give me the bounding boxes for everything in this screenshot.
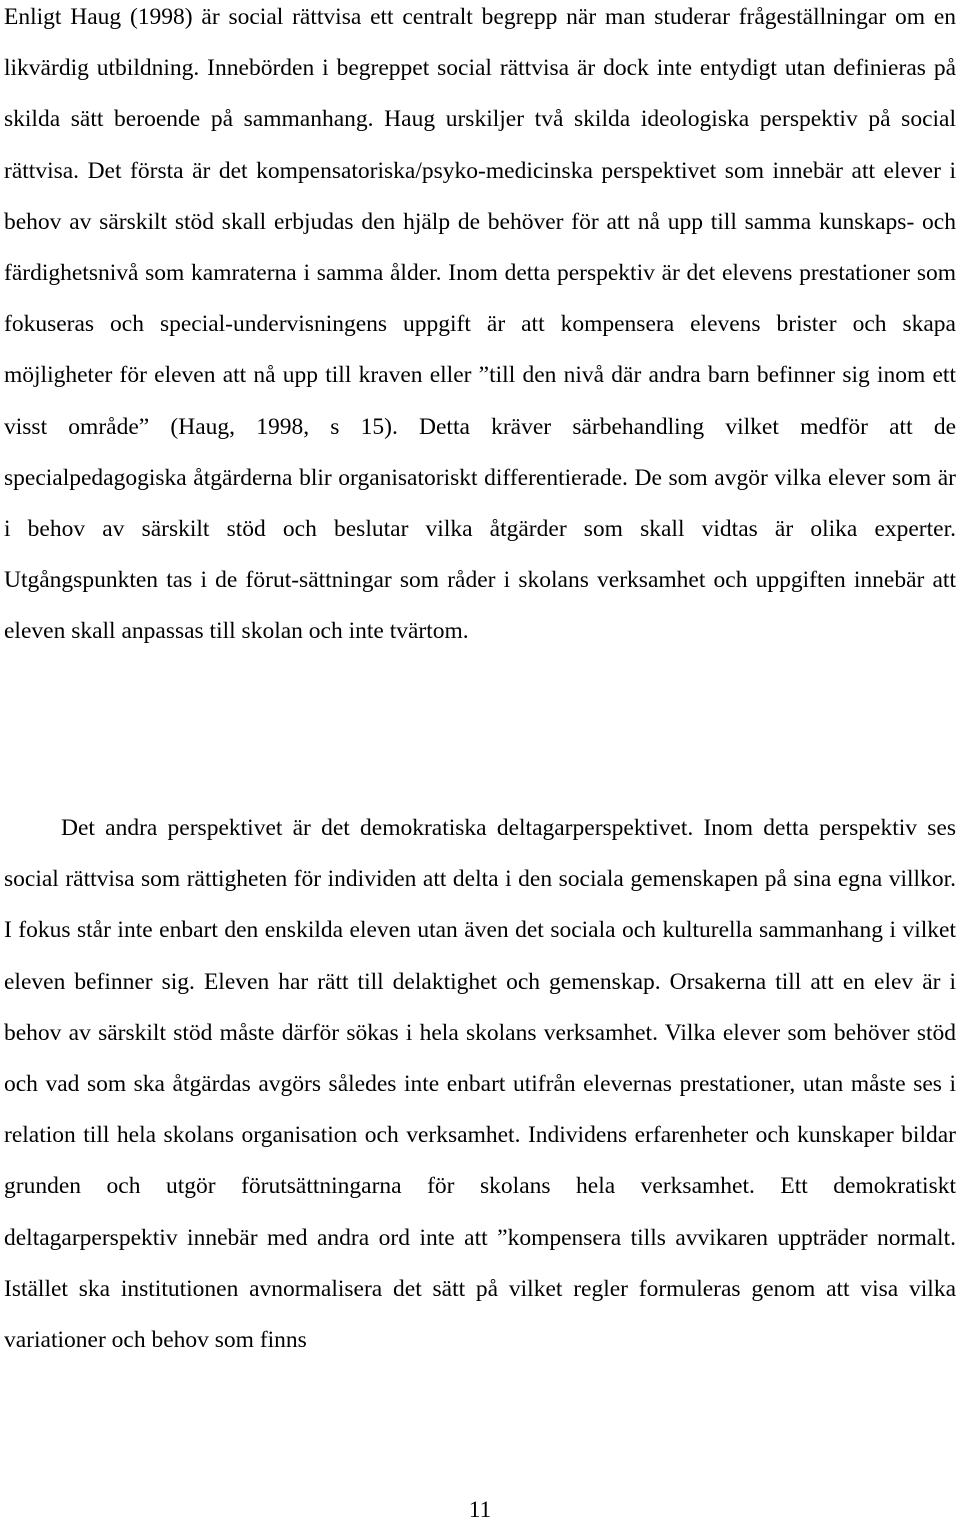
body-paragraph-2: Det andra perspektivet är det demokratiska deltagarperspektivet. Inom detta perspektiv ses social rättvisa som rättigheten för individen att delta i den sociala gemenskapen på sina egna villkor. I fokus står inte enbart den enskilda eleven utan även det sociala och kulturella sammanhang i vilket eleven befinner sig. Eleven har rätt till delaktighet och gemenskap. Orsakerna till att en elev är i behov av särskilt stöd måste därför sökas i hela skolans verksamhet. Vilka elever som behöver stöd och vad som ska åtgärdas avgörs således inte enbart utifrån elevernas prestationer, utan måste ses i relation till hela skolans organisation och verksamhet. Individens erfarenheter och kunskaper bildar grunden och utgör förutsättningarna för skolans hela verksamhet. Ett demokratiskt deltagarperspektiv innebär med andra ord inte att ”kompensera tills avvikaren uppträder normalt. Istället ska institutionen avnormalisera det sätt på vilket regler formuleras genom att visa vilka variationer och behov som finns: [4, 815, 956, 1354]
body-paragraph-1: Enligt Haug (1998) är social rättvisa ett centralt begrepp när man studerar frågeställningar om en likvärdig utbildning. Innebörden i begreppet social rättvisa är dock inte entydigt utan definieras på skilda sätt beroende på sammanhang. Haug urskiljer två skilda ideologiska perspektiv på social rättvisa. Det första är det kompensatoriska/psyko-medicinska perspektivet som innebär att elever i behov av särskilt stöd skall erbjudas den hjälp de behöver för att nå upp till samma kunskaps- och färdighetsnivå som kamraterna i samma ålder. Inom detta perspektiv är det elevens prestationer som fokuseras och special-undervisningens uppgift är att kompensera elevens brister och skapa möjligheter för eleven att nå upp till kraven eller ”till den nivå där andra barn befinner sig inom ett visst område” (Haug, 1998, s 15). Detta kräver särbehandling vilket medför att de specialpedagogiska åtgärderna blir organisatoriskt differentierade. De som avgör vilka elever som är i behov av särskilt stöd och beslutar vilka åtgärder som skall vidtas är olika experter. Utgångspunkten tas i de förut-sättningar som råder i skolans verksamhet och uppgiften innebär att eleven skall anpassas till skolan och inte tvärtom.: [4, 4, 956, 645]
page-number: 11: [468, 1497, 492, 1522]
